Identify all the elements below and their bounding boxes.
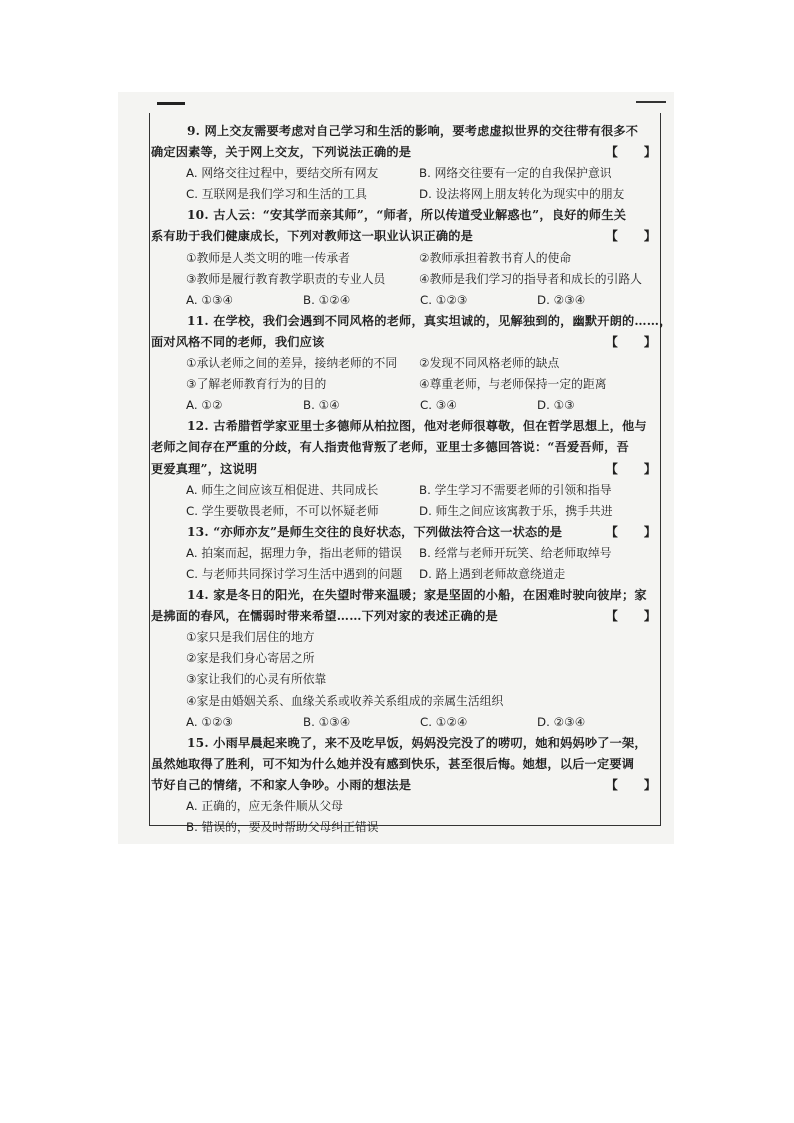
- question-stem: 11. 在学校，我们会遇到不同风格的老师，真实坦诚的，见解独到的，幽默开朗的……，: [187, 313, 672, 328]
- question-13: [186, 522, 656, 585]
- statement-2: ②发现不同风格老师的缺点: [419, 356, 560, 371]
- option-c: C. 互联网是我们学习和生活的工具: [186, 187, 367, 202]
- option-b: B. 经常与老师开玩笑、给老师取绰号: [419, 545, 612, 560]
- statement-2: ②教师承担着教书育人的使命: [419, 250, 572, 265]
- statement-4: ④家是由婚姻关系、血缘关系或收养关系组成的亲属生活组织: [186, 693, 504, 708]
- statement-1: ①教师是人类文明的唯一传承者: [186, 250, 350, 265]
- statement-3: ③教师是履行教育教学职责的专业人员: [186, 271, 386, 286]
- option-b: B. 学生学习不需要老师的引领和指导: [419, 482, 612, 497]
- option-c: C. 学生要敬畏老师，不可以怀疑老师: [186, 503, 379, 518]
- option-d: D. 路上遇到老师故意绕道走: [419, 566, 566, 581]
- statement-1: ①承认老师之间的差异，接纳老师的不同: [186, 356, 398, 371]
- option-a: A. ①②: [186, 398, 223, 413]
- option-c: C. ①②④: [420, 714, 468, 729]
- option-b: B. ①③④: [303, 714, 351, 729]
- statement-4: ④教师是我们学习的指导者和成长的引路人: [419, 271, 642, 286]
- statement-3: ③家让我们的心灵有所依靠: [186, 672, 327, 687]
- option-d: D. 设法将网上朋友转化为现实中的朋友: [419, 187, 625, 202]
- question-stem: 节好自己的情绪，不和家人争吵。小雨的想法是: [151, 777, 412, 792]
- option-b: B. 网络交往要有一定的自我保护意识: [419, 166, 612, 181]
- option-a: A. 正确的，应无条件顺从父母: [186, 799, 343, 813]
- question-stem: 老师之间存在严重的分歧，有人指责他背叛了老师，亚里士多德回答说：“吾爱吾师，吾: [151, 440, 629, 455]
- option-a: A. ①③④: [186, 292, 234, 307]
- question-10: [151, 205, 656, 310]
- question-stem: 是拂面的春风，在懦弱时带来希望……下列对家的表述正确的是: [151, 609, 498, 624]
- option-d: D. 师生之间应该寓教于乐，携手共进: [419, 503, 613, 518]
- option-d: D. ②③④: [537, 292, 586, 307]
- statement-3: ③了解老师教育行为的目的: [186, 377, 327, 392]
- question-12: [151, 416, 656, 521]
- answer-bracket: 【 】: [605, 461, 656, 476]
- question-stem: 确定因素等，关于网上交友，下列说法正确的是: [151, 145, 412, 160]
- option-b: B. ①②④: [303, 292, 351, 307]
- option-c: C. 与老师共同探讨学习生活中遇到的问题: [186, 566, 403, 581]
- statement-1: ①家只是我们居住的地方: [186, 630, 315, 645]
- question-stem: 系有助于我们健康成长，下列对教师这一职业认识正确的是: [151, 229, 474, 244]
- question-stem: 面对风格不同的老师，我们应该: [151, 334, 325, 349]
- answer-bracket: 【 】: [605, 524, 656, 539]
- answer-bracket: 【 】: [605, 145, 656, 160]
- option-a: A. ①②③: [186, 714, 234, 729]
- option-a: A. 师生之间应该互相促进、共同成长: [186, 482, 379, 497]
- question-stem: 更爱真理”，这说明: [151, 461, 258, 476]
- question-9: [151, 121, 656, 205]
- answer-bracket: 【 】: [605, 609, 656, 624]
- question-stem: 14. 家是冬日的阳光，在失望时带来温暖；家是坚固的小船，在困难时驶向彼岸；家: [187, 588, 647, 603]
- option-b: B. ①④: [303, 398, 340, 413]
- answer-bracket: 【 】: [605, 229, 656, 244]
- option-d: D. ①③: [537, 398, 575, 413]
- statement-4: ④尊重老师，与老师保持一定的距离: [419, 377, 607, 392]
- option-d: D. ②③④: [537, 714, 586, 729]
- option-a: A. 网络交往过程中，要结交所有网友: [186, 166, 379, 181]
- question-stem: 12. 古希腊哲学家亚里士多德师从柏拉图，他对老师很尊敬，但在哲学思想上，他与: [187, 419, 647, 434]
- option-c: C. ①②③: [420, 292, 468, 307]
- answer-bracket: 【 】: [605, 334, 656, 349]
- question-14: [151, 585, 656, 733]
- question-stem: 15. 小雨早晨起来晚了，来不及吃早饭，妈妈没完没了的唠叨，她和妈妈吵了一架，: [187, 735, 647, 750]
- question-15: [151, 733, 656, 838]
- question-11: [151, 311, 672, 416]
- header-rule-left: [157, 102, 185, 105]
- question-stem: 10. 古人云：“安其学而亲其师”，“师者，所以传道受业解惑也”，良好的师生关: [187, 208, 627, 223]
- option-c: C. ③④: [420, 398, 457, 413]
- option-a: A. 拍案而起，据理力争，指出老师的错误: [186, 545, 402, 560]
- option-b: B. 错误的，要及时帮助父母纠正错误: [186, 820, 379, 835]
- question-stem: 13. “亦师亦友”是师生交往的良好状态，下列做法符合这一状态的是: [187, 524, 563, 539]
- statement-2: ②家是我们身心寄居之所: [186, 651, 315, 666]
- exam-questions: [151, 121, 672, 838]
- question-stem: 虽然她取得了胜利，可不知为什么她并没有感到快乐，甚至很后悔。她想，以后一定要调: [151, 756, 635, 771]
- header-rule-right: [636, 101, 666, 103]
- question-stem: 9. 网上交友需要考虑对自己学习和生活的影响，要考虑虚拟世界的交往带有很多不: [187, 124, 639, 138]
- answer-bracket: 【 】: [605, 777, 656, 792]
